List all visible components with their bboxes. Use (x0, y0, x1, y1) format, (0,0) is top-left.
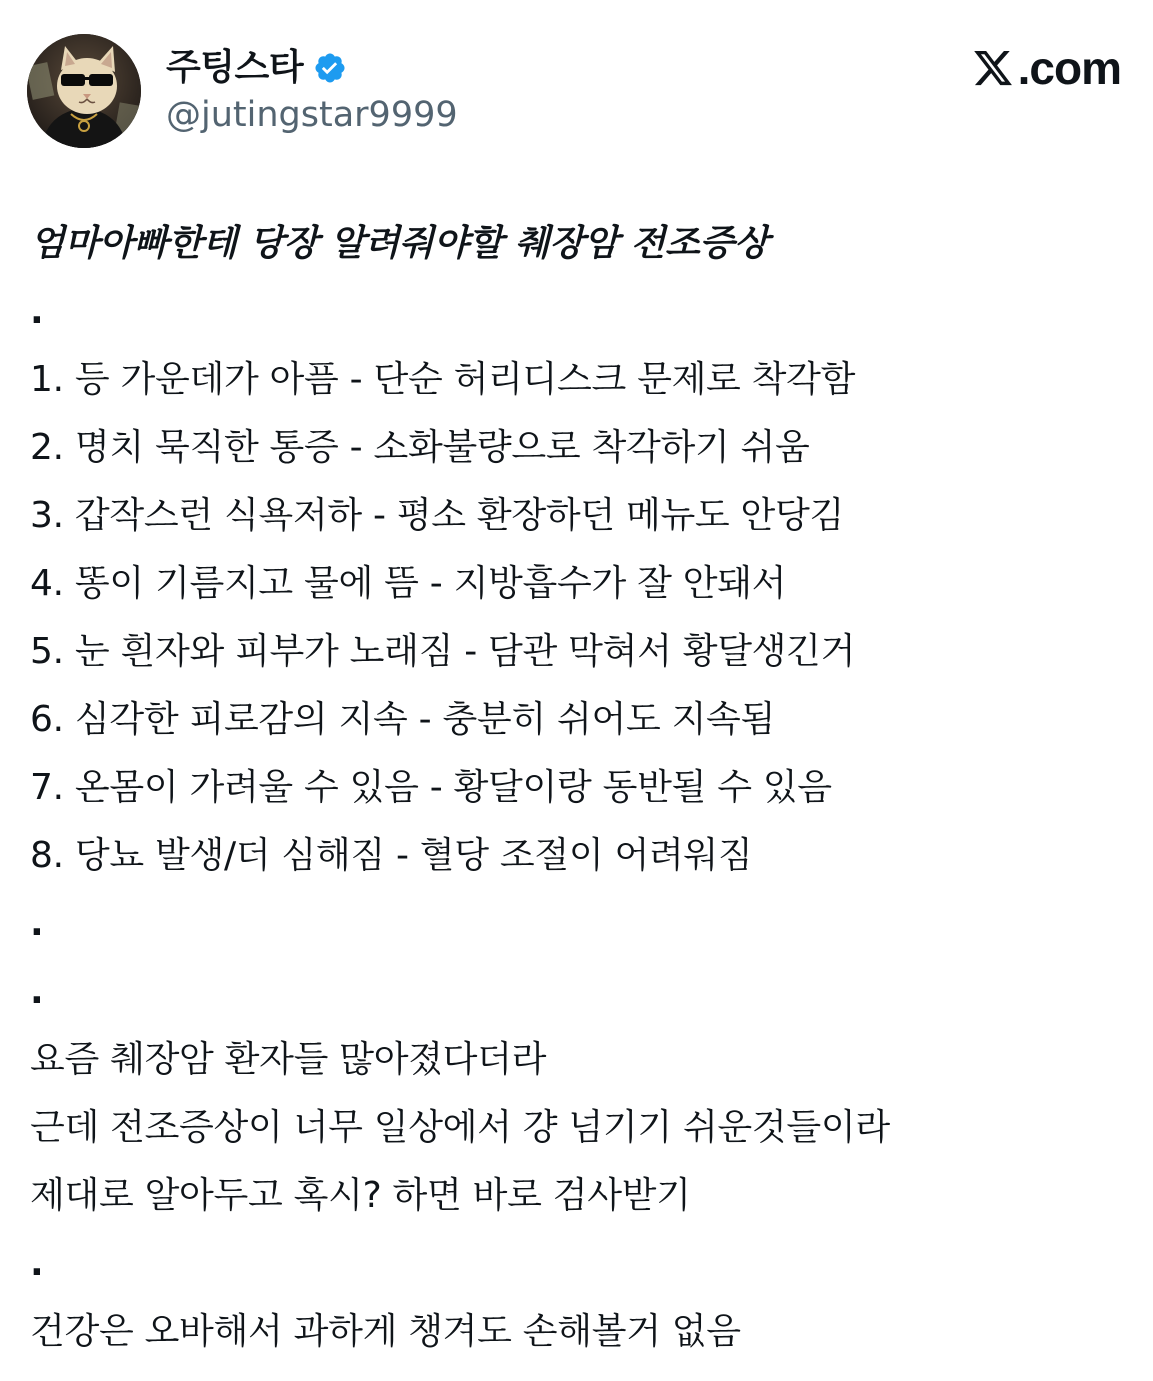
symptom-line-1: 1. 등 가운데가 아픔 - 단순 허리디스크 문제로 착각함 (30, 359, 856, 400)
post-line: 근데 전조증상이 너무 일상에서 걍 넘기기 쉬운것들이라 (30, 1107, 890, 1148)
author-handle[interactable]: @jutingstar9999 (166, 95, 458, 135)
post-line: . (30, 903, 44, 944)
post-line: 제대로 알아두고 혹시? 하면 바로 검사받기 (30, 1175, 691, 1216)
cat-with-sunglasses-icon (27, 34, 141, 148)
symptom-line-3: 3. 갑작스런 식욕저하 - 평소 환장하던 메뉴도 안당김 (30, 495, 844, 536)
author-name-row (166, 42, 347, 94)
symptom-line-2: 2. 명치 묵직한 통증 - 소화불량으로 착각하기 쉬움 (30, 427, 810, 468)
brand-logo (972, 38, 1121, 98)
post-line: 요즘 췌장암 환자들 많아졌다더라 (30, 1039, 547, 1080)
symptom-line-4: 4. 똥이 기름지고 물에 뜸 - 지방흡수가 잘 안돼서 (30, 563, 787, 604)
x-logo-icon (972, 47, 1014, 89)
symptom-line-5: 5. 눈 흰자와 피부가 노래짐 - 담관 막혀서 황달생긴거 (30, 631, 856, 672)
author-avatar[interactable] (27, 34, 141, 148)
post-line: . (30, 1243, 44, 1284)
author-display-name[interactable]: 주팅스타 (166, 47, 304, 88)
symptom-line-6: 6. 심각한 피로감의 지속 - 충분히 쉬어도 지속됨 (30, 699, 776, 740)
symptom-line-7: 7. 온몸이 가려울 수 있음 - 황달이랑 동반될 수 있음 (30, 767, 832, 808)
post-line: 건강은 오바해서 과하게 챙겨도 손해볼거 없음 (30, 1311, 741, 1352)
verified-badge-icon (313, 51, 347, 85)
post-header (0, 0, 1153, 170)
brand-domain-text: .com (1017, 42, 1121, 94)
post-body (30, 210, 1130, 1366)
symptom-line-8: 8. 당뇨 발생/더 심해짐 - 혈당 조절이 어려워짐 (30, 835, 753, 876)
post-title: 엄마아빠한테 당장 알려줘야할 췌장암 전조증상 (30, 223, 769, 264)
post-line: . (30, 291, 44, 332)
post-line: . (30, 971, 44, 1012)
